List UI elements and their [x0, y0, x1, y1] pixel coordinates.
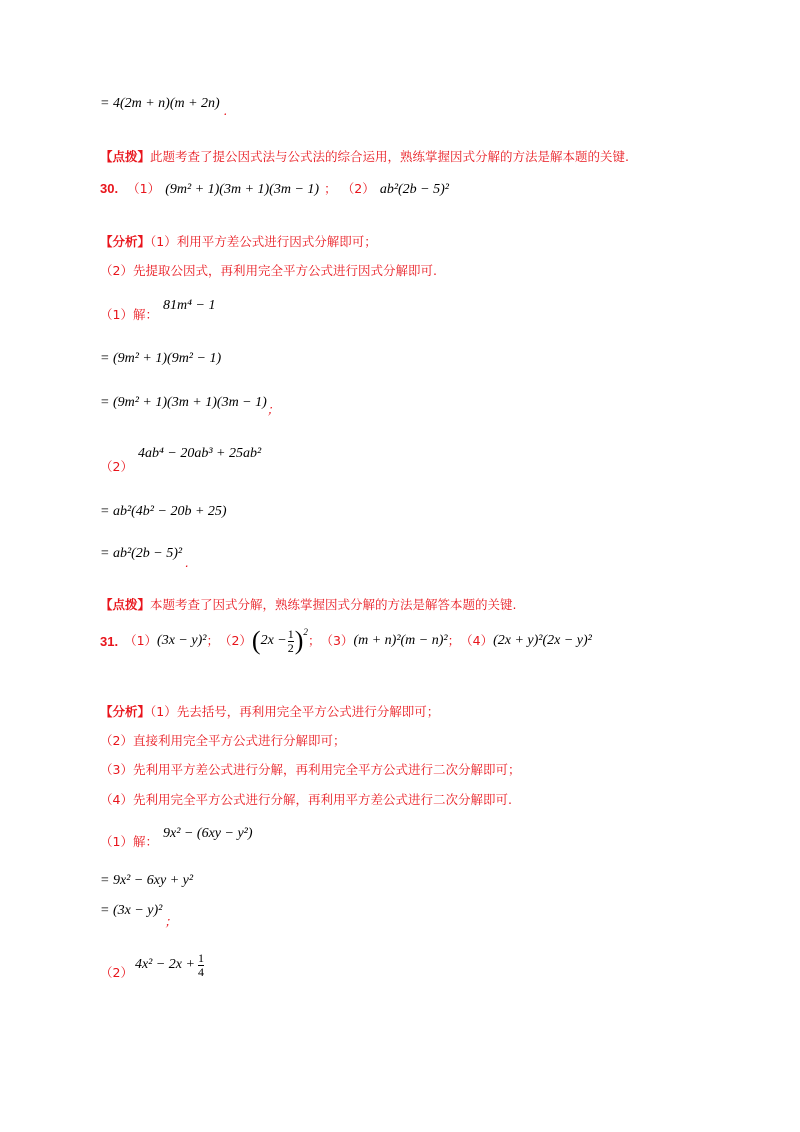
tip-paragraph-1: 【点拨】此题考查了提公因式法与公式法的综合运用，熟练掌握因式分解的方法是解本题的关键. — [100, 149, 629, 164]
question-31-answers: 31. （1） (3x − y)² ； （2） ( 2x − $\frac{1}{2}$ ) $^2$ ； （3） (m + n)²(m − n)² ； （4） (2x + y)²(2x − y)² — [100, 626, 592, 656]
q31-p2-answer: ( 2x − $\frac{1}{2}$ ) $^2$ — [251, 626, 308, 656]
solution-31-1-step-1: = 9x² − 6xy + y² — [100, 873, 194, 888]
solution-30-1-step-2: = (9m² + 1)(3m + 1)(3m − 1)； — [100, 395, 280, 417]
solution-30-1-header: $_{(1)解:}$ 81m⁴ − 1 — [100, 298, 216, 322]
solution-30-2-header: $_{(2)}$ 4ab⁴ − 20ab³ + 25ab² — [100, 446, 262, 474]
analysis-31-line-2: （2）直接利用完全平方公式进行分解即可； — [100, 733, 346, 748]
analysis-31-line-4: （4）先利用完全平方公式进行分解，再利用平方差公式进行二次分解即可. — [100, 792, 512, 807]
solution-31-1-header: $_{(1)解:}$ 9x² − (6xy − y²) — [100, 826, 253, 849]
solution-31-1-step-2: = (3x − y)²； — [100, 903, 177, 929]
previous-result: = 4(2m + n)(m + 2n) . — [100, 96, 228, 118]
solution-31-2-expression: 4x² − 2x + $\frac{1}{4}$ — [134, 951, 204, 979]
analysis-31-line-3: （3）先利用平方差公式进行分解，再利用完全平方公式进行二次分解即可； — [100, 762, 521, 777]
analysis-31-line-1: 【分析】（1）先去括号，再利用完全平方公式进行分解即可； — [100, 704, 440, 719]
tip-paragraph-2: 【点拨】本题考查了因式分解，熟练掌握因式分解的方法是解答本题的关键. — [100, 597, 517, 612]
analysis-30-line-1: 【分析】（1）利用平方差公式进行因式分解即可； — [100, 234, 377, 249]
question-30-answers: 30. （1） (9m² + 1)(3m + 1)(3m − 1) ； （2） ab²(2b − 5)² — [100, 181, 449, 197]
solution-30-2-step-1: = ab²(4b² − 20b + 25) — [100, 504, 227, 519]
analysis-30-line-2: （2）先提取公因式，再利用完全平方公式进行因式分解即可. — [100, 263, 437, 278]
solution-30-2-step-2: = ab²(2b − 5)². — [100, 546, 190, 570]
solution-30-1-step-1: = (9m² + 1)(9m² − 1) — [100, 351, 222, 366]
solution-31-2-header: （2） 4x² − 2x + $\frac{1}{4}$ — [100, 951, 204, 980]
